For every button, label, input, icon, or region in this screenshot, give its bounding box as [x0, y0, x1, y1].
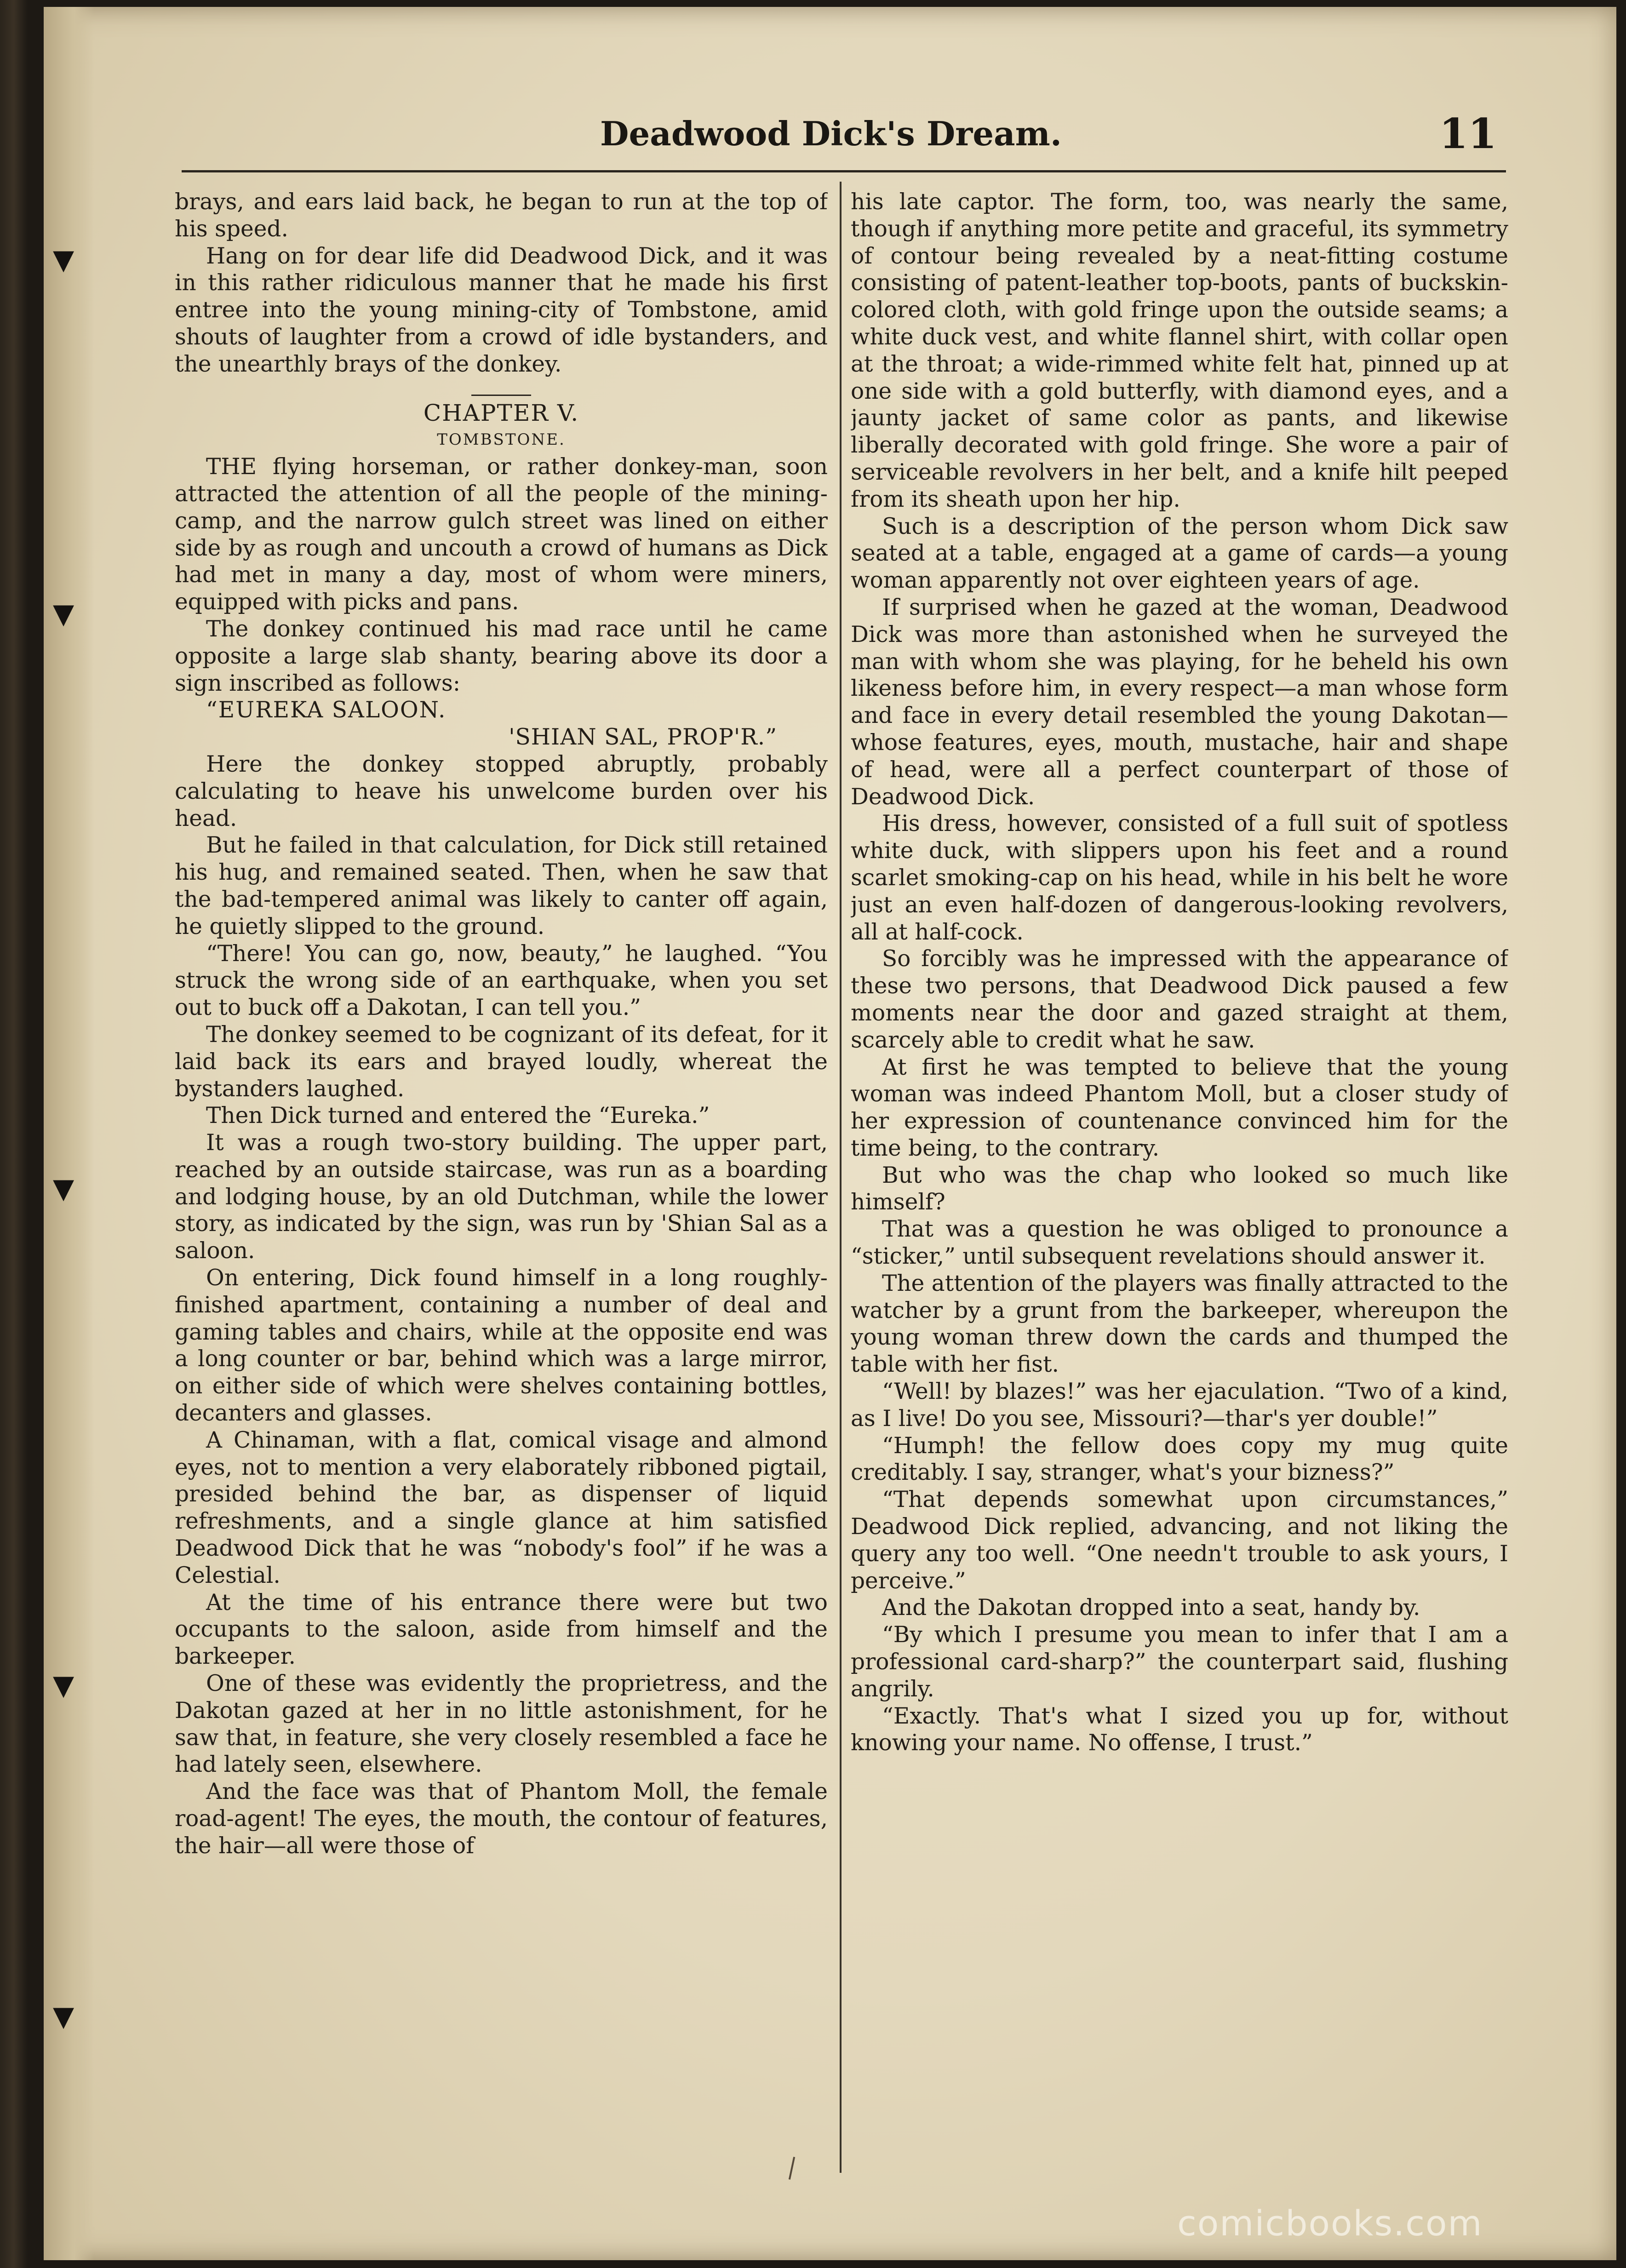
paragraph: The donkey seemed to be cognizant of its defeat, for it laid back its ears and brayed loudly, whereat the bystanders laughed.	[175, 1021, 828, 1102]
paragraph: “Well! by blazes!” was her ejaculation. “Two of a kind, as I live! Do you see, Missouri?—thar's yer double!”	[851, 1379, 1508, 1432]
paragraph: “There! You can go, now, beauty,” he laughed. “You struck the wrong side of an earthquake, when you set out to buck off a Dakotan, I can tell you.”	[175, 940, 828, 1021]
paragraph: One of these was evidently the proprietress, and the Dakotan gazed at her in no little astonishment, for he saw that, in feature, she very closely resembled a face he had lately seen, elsewhere.	[175, 1671, 828, 1778]
paragraph: So forcibly was he impressed with the appearance of these two persons, that Deadwood Dick paused a few moments near the door and gazed straight at them, scarcely able to credit what he saw.	[851, 946, 1508, 1053]
paragraph: His dress, however, consisted of a full suit of spotless white duck, with slippers upon his feet and a round scarlet smoking-cap on his head, while in his belt he wore just an even half-dozen of dangerous-looking revolvers, all at half-cock.	[851, 811, 1508, 945]
binding-stitch-icon: ▼	[53, 1669, 74, 1701]
header-rule	[182, 170, 1506, 172]
running-title: Deadwood Dick's Dream.	[600, 114, 1062, 153]
binding-stitch-icon: ▼	[53, 244, 74, 276]
paragraph: “Exactly. That's what I sized you up for, without knowing your name. No offense, I trust.”	[851, 1703, 1508, 1756]
paragraph: brays, and ears laid back, he began to run at the top of his speed.	[175, 189, 828, 242]
paragraph: But who was the chap who looked so much like himself?	[851, 1162, 1508, 1215]
paragraph: Here the donkey stopped abruptly, probably calculating to heave his unwelcome burden over his head.	[175, 751, 828, 831]
site-watermark: comicbooks.com	[1177, 2203, 1483, 2244]
paragraph: At the time of his entrance there were but two occupants to the saloon, aside from himself and the barkeeper.	[175, 1589, 828, 1670]
paragraph: And the face was that of Phantom Moll, the female road-agent! The eyes, the mouth, the contour of features, the hair—all were those of	[175, 1779, 828, 1859]
paragraph: Such is a description of the person whom Dick saw seated at a table, engaged at a game of cards—a young woman apparently not over eighteen years of age.	[851, 513, 1508, 594]
paragraph: Hang on for dear life did Deadwood Dick, and it was in this rather ridiculous manner that he made his first entree into the young mining-city of Tombstone, amid shouts of laughter from a crowd of idle bystanders, and the unearthly brays of the donkey.	[175, 243, 828, 377]
paragraph: If surprised when he gazed at the woman, Deadwood Dick was more than astonished when he surveyed the man with whom she was playing, for he beheld his own likeness before him, in every respect—a man whose form and face in every detail resembled the young Dakotan—whose features, eyes, mouth, mustache, hair and shape of head, were all a perfect counterpart of those of Deadwood Dick.	[851, 594, 1508, 810]
paragraph: A Chinaman, with a flat, comical visage and almond eyes, not to mention a very elaborately ribboned pigtail, presided behind the bar, as dispenser of liquid refreshments, and a single glance at him satisfied Deadwood Dick that he was “nobody's fool” if he was a Celestial.	[175, 1427, 828, 1588]
paragraph: But he failed in that calculation, for Dick still retained his hug, and remained seated. Then, when he saw that the bad-tempered animal was likely to canter off again, he quietly slipped to the ground.	[175, 832, 828, 939]
binding-stitch-icon: ▼	[53, 2000, 74, 2033]
paragraph: “By which I presume you mean to infer that I am a professional card-sharp?” the counterpart said, flushing angrily.	[851, 1622, 1508, 1702]
page-number: 11	[1439, 109, 1497, 158]
chapter-rule	[471, 395, 531, 396]
paragraph: THE flying horseman, or rather donkey-man, soon attracted the attention of all the people of the mining-camp, and the narrow gulch street was lined on either side by as rough and uncouth a crowd of humans as Dick had met in many a day, most of whom were miners, equipped with picks and pans.	[175, 454, 828, 615]
binding-stitch-icon: ▼	[53, 598, 74, 630]
column-divider	[840, 182, 842, 2173]
sign-text: 'SHIAN SAL, PROP'R.”	[509, 724, 777, 750]
page-binding	[44, 7, 94, 2260]
paragraph: That was a question he was obliged to pronounce a “sticker,” until subsequent revelations should answer it.	[851, 1216, 1508, 1270]
paragraph: his late captor. The form, too, was nearly the same, though if anything more petite and graceful, its symmetry of contour being revealed by a neat-fitting costume consisting of patent-leather top-boots, pants of buckskin-colored cloth, with gold fringe upon the outside seams; a white duck vest, and white flannel shirt, with collar open at the throat; a wide-rimmed white felt hat, pinned up at one side with a gold butterfly, with diamond eyes, and a jaunty jacket of same color as pants, and likewise liberally decorated with gold fringe. She wore a pair of serviceable revolvers in her belt, and a knife hilt peeped from its sheath upon her hip.	[851, 189, 1508, 512]
paragraph: It was a rough two-story building. The upper part, reached by an outside staircase, was run as a boarding and lodging house, by an old Dutchman, while the lower story, as indicated by the sign, was run by 'Shian Sal as a saloon.	[175, 1130, 828, 1264]
right-column	[851, 189, 1508, 2166]
binding-stitch-icon: ▼	[53, 1173, 74, 1205]
paragraph: “That depends somewhat upon circumstances,” Deadwood Dick replied, advancing, and not liking the query any too well. “One needn't trouble to ask yours, I perceive.”	[851, 1487, 1508, 1594]
page-header	[182, 109, 1506, 165]
left-column	[175, 189, 828, 2166]
paragraph: The donkey continued his mad race until he came opposite a large slab shanty, bearing above its door a sign inscribed as follows:	[175, 616, 828, 696]
sign-text: “EUREKA SALOON.	[206, 697, 447, 723]
chapter-subtitle: TOMBSTONE.	[437, 430, 566, 449]
paragraph: And the Dakotan dropped into a seat, handy by.	[882, 1595, 1420, 1621]
paragraph: On entering, Dick found himself in a long roughly-finished apartment, containing a number of deal and gaming tables and chairs, while at the opposite end was a long counter or bar, behind which was a large mirror, on either side of which were shelves containing bottles, decanters and glasses.	[175, 1265, 828, 1426]
paragraph: “Humph! the fellow does copy my mug quite creditably. I say, stranger, what's your bizness?”	[851, 1432, 1508, 1486]
paragraph: Then Dick turned and entered the “Eureka.”	[206, 1103, 710, 1129]
paragraph: The attention of the players was finally attracted to the watcher by a grunt from the barkeeper, whereupon the young woman threw down the cards and thumped the table with her fist.	[851, 1270, 1508, 1378]
paragraph: At first he was tempted to believe that the young woman was indeed Phantom Moll, but a closer study of her expression of countenance convinced him for the time being, to the contrary.	[851, 1054, 1508, 1161]
chapter-title: CHAPTER V.	[423, 399, 579, 426]
